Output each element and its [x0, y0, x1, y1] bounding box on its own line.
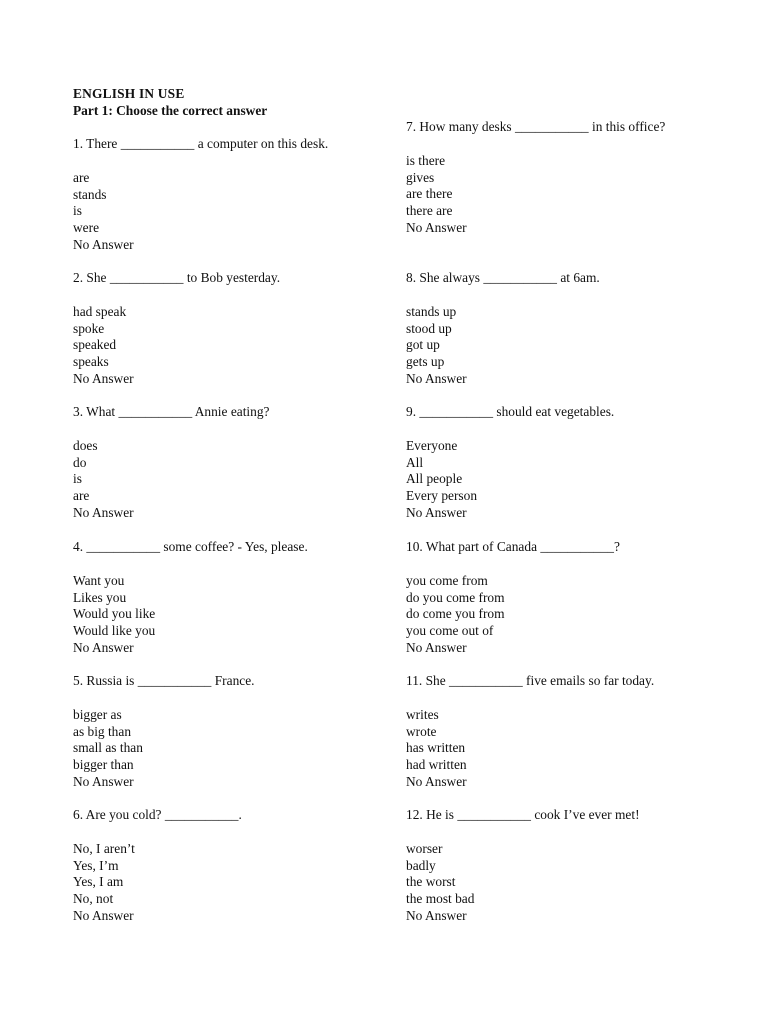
answer-option: stands: [73, 186, 107, 202]
question-text: 5. Russia is ___________ France.: [73, 673, 255, 688]
answer-option: No, not: [73, 891, 114, 907]
answer-option: gets up: [406, 354, 445, 370]
answer-option: bigger as: [73, 706, 122, 722]
answer-option: do you come from: [406, 589, 505, 605]
answer-option: the worst: [406, 874, 456, 890]
answer-options: [73, 170, 373, 254]
answer-option: No Answer: [406, 504, 467, 520]
question-text: 1. There ___________ a computer on this desk.: [73, 136, 329, 151]
answer-options: [73, 304, 373, 388]
answer-option: No Answer: [406, 219, 467, 235]
answer-option: there are: [406, 203, 453, 219]
answer-options: [406, 573, 706, 657]
answer-option: are: [73, 169, 90, 185]
answer-option: is there: [406, 152, 446, 168]
answer-option: stood up: [406, 320, 452, 336]
page-title: ENGLISH IN USE: [73, 86, 185, 101]
question-text: 3. What ___________ Annie eating?: [73, 404, 270, 419]
answer-options: [406, 841, 706, 925]
answer-option: small as than: [73, 740, 143, 756]
question-text: 6. Are you cold? ___________.: [73, 807, 242, 822]
question-text: 11. She ___________ five emails so far today.: [406, 673, 655, 688]
answer-option: gives: [406, 169, 435, 185]
question-text: 10. What part of Canada ___________?: [406, 539, 620, 554]
question-text: 8. She always ___________ at 6am.: [406, 270, 600, 285]
question-text: 9. ___________ should eat vegetables.: [406, 404, 615, 419]
question-9: [406, 404, 706, 522]
answer-option: No Answer: [406, 773, 467, 789]
answer-option: speaked: [73, 337, 117, 353]
answer-option: badly: [406, 857, 436, 873]
answer-option: All: [406, 454, 424, 470]
answer-option: stands up: [406, 303, 457, 319]
answer-option: No Answer: [73, 236, 134, 252]
question-text: 12. He is ___________ cook I’ve ever met!: [406, 807, 640, 822]
answer-option: are: [73, 488, 90, 504]
answer-option: No Answer: [73, 639, 134, 655]
answer-options: [73, 438, 373, 522]
question-11: [406, 673, 706, 791]
answer-option: you come out of: [406, 623, 494, 639]
answer-option: you come from: [406, 572, 488, 588]
part-heading: Part 1: Choose the correct answer: [73, 103, 268, 118]
answer-options: [406, 438, 706, 522]
question-text: 7. How many desks ___________ in this office?: [406, 119, 666, 134]
question-6: [73, 807, 373, 925]
answer-option: the most bad: [406, 891, 475, 907]
question-text: 2. She ___________ to Bob yesterday.: [73, 270, 281, 285]
answer-option: are there: [406, 186, 453, 202]
answer-option: worser: [406, 840, 443, 856]
answer-option: No Answer: [406, 370, 467, 386]
answer-option: do come you from: [406, 606, 505, 622]
answer-option: No, I aren’t: [73, 840, 135, 856]
answer-option: speaks: [73, 354, 109, 370]
answer-option: Would like you: [73, 623, 156, 639]
answer-option: does: [73, 437, 98, 453]
answer-option: No Answer: [406, 907, 467, 923]
answer-option: No Answer: [73, 907, 134, 923]
answer-option: were: [73, 220, 100, 236]
answer-option: No Answer: [73, 370, 134, 386]
answer-options: [406, 707, 706, 791]
answer-option: Every person: [406, 488, 478, 504]
question-text: 4. ___________ some coffee? - Yes, please.: [73, 539, 308, 554]
question-3: [73, 404, 373, 522]
answer-option: writes: [406, 706, 439, 722]
answer-option: had written: [406, 757, 467, 773]
answer-option: do: [73, 454, 87, 470]
question-4: [73, 539, 373, 657]
answer-option: Yes, I’m: [73, 857, 119, 873]
answer-option: has written: [406, 740, 466, 756]
answer-option: Everyone: [406, 437, 458, 453]
question-12: [406, 807, 706, 925]
answer-options: [73, 573, 373, 657]
answer-options: [406, 153, 706, 237]
question-7: [406, 119, 706, 237]
answer-option: Would you like: [73, 606, 156, 622]
answer-option: bigger than: [73, 757, 134, 773]
answer-options: [406, 304, 706, 388]
answer-option: is: [73, 471, 82, 487]
answer-option: as big than: [73, 723, 132, 739]
answer-option: got up: [406, 337, 440, 353]
answer-option: had speak: [73, 303, 127, 319]
answer-option: Yes, I am: [73, 874, 124, 890]
answer-option: is: [73, 203, 82, 219]
answer-options: [73, 841, 373, 925]
question-5: [73, 673, 373, 791]
question-8: [406, 270, 706, 388]
question-1: [73, 136, 373, 254]
answer-option: No Answer: [406, 639, 467, 655]
answer-option: All people: [406, 471, 463, 487]
answer-option: Likes you: [73, 589, 127, 605]
question-10: [406, 539, 706, 657]
answer-option: No Answer: [73, 504, 134, 520]
question-2: [73, 270, 373, 388]
answer-option: No Answer: [73, 773, 134, 789]
answer-option: spoke: [73, 320, 105, 336]
answer-option: wrote: [406, 723, 437, 739]
answer-options: [73, 707, 373, 791]
answer-option: Want you: [73, 572, 125, 588]
